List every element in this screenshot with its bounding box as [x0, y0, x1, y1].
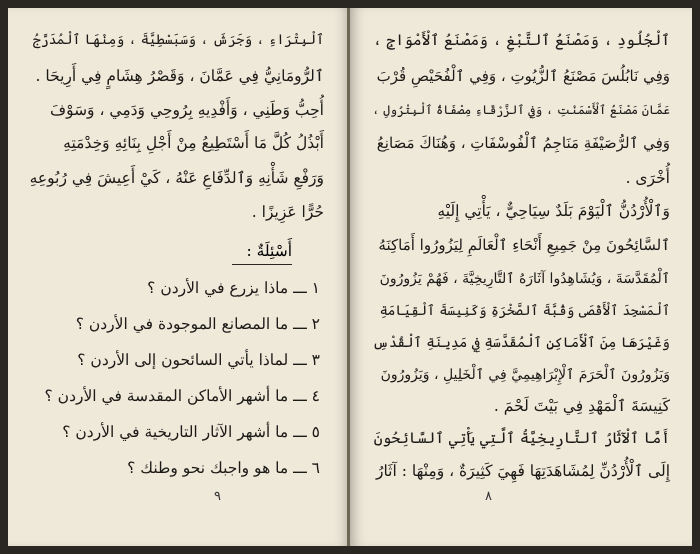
question-item: ١ ـــ ماذا يزرع في الأردن ؟	[147, 279, 320, 297]
text-line: وَٱلْأُرْدُنُّ ٱلْيَوْمَ بَلَدٌ سِيَاحِيٌّ ، يَأْتِي إِلَيْهِ	[437, 202, 670, 220]
text-line: كَنِيسَةَ ٱلْمَهْدِ فِي بَيْتَ لَحْمَ .	[493, 397, 670, 415]
text-line: ٱلْبِتْرَاءِ ، وَجَرَشَ ، وَسَبَسْطِيَّةَ ، وَمِنْهَا ٱلْمُدَرَّجُ	[32, 32, 324, 48]
text-line: ٱلرُّومَانِيُّ فِي عَمَّانَ ، وَقَصْرُ هِشَامٍ فِي أَرِيحَا .	[35, 67, 324, 85]
text-line: وَرَفْعِ شَأْنِهِ وَٱلدِّفَاعِ عَنْهُ ، كَيْ أَعِيشَ فِي رُبُوعِهِ	[29, 169, 324, 187]
heading-underline	[232, 264, 292, 265]
question-item: ٦ ـــ ما هو واجبك نحو وطنك ؟	[127, 459, 320, 477]
text-line: ٱلْمَسْجِدَ ٱلْأَقْصَى وَقُبَّةَ ٱلصَّخْرَةِ وَكَنِيسَةَ ٱلْقِيَامَةِ	[379, 303, 670, 319]
open-book	[8, 8, 692, 546]
left-page	[8, 8, 350, 546]
text-line: إِلَى ٱلْأُرْدُنِّ لِمُشَاهَدَتِهَا فَهِيَ كَثِيرَةٌ ، وَمِنْهَا : آثَارُ	[375, 462, 670, 480]
question-item: ٤ ـــ ما أشهر الأماكن المقدسة في الأردن ؟	[44, 387, 320, 405]
text-line: وَيَزُورُونَ ٱلْحَرَمَ ٱلْإِبْرَاهِيمِيَّ فِي ٱلْخَلِيلِ ، وَيَزُورُونَ	[380, 367, 670, 383]
text-line: أُخْرَى .	[625, 169, 670, 187]
text-line: أُحِبُّ وَطَنِي ، وَأَفْدِيهِ بِرُوحِي وَدَمِي ، وَسَوْفَ	[50, 101, 324, 119]
text-line: وَفِي نَابُلُسَ مَصْنَعُ ٱلزُّيُوتِ ، وَفِي ٱلْفُحَيْصِ قُرْبَ	[376, 67, 670, 85]
text-line: ٱلسَّائِحُونَ مِنْ جَمِيعِ أَنْحَاءِ ٱلْعَالَمِ لِيَزُورُوا أَمَاكِنَهُ	[378, 236, 670, 254]
text-line: وَفِي ٱلرُّصَيْفَةِ مَنَاجِمُ ٱلْفُوسْفَاتِ ، وَهُنَاكَ مَصَانِعُ	[376, 134, 670, 152]
text-line: عَمَّانَ مَصْنَعُ ٱلْأَسْمَنْتِ ، وَفِي ٱلزَّرْقَاءِ مِصْفَاةُ ٱلْبِتْرُولِ ،	[372, 103, 670, 117]
right-page	[350, 8, 692, 546]
text-line: وَغَيْرَهَا مِنَ ٱلْأَمَاكِنِ ٱلْمُقَدَّسَةِ فِي مَدِينَةِ ٱلْقُدْسِ	[372, 335, 670, 351]
question-item: ٢ ـــ ما المصانع الموجودة في الأردن ؟	[75, 315, 320, 333]
questions-heading: أَسْئِلَةٌ :	[246, 242, 292, 260]
text-line: ٱلْمُقَدَّسَةَ ، وَيُشَاهِدُوا آثَارَهُ ٱلتَّارِيخِيَّةَ ، فَهُمْ يَزُورُونَ	[379, 271, 670, 287]
text-line: أَبْذُلُ كُلَّ مَا أَسْتَطِيعُ مِنْ أَجْلِ بِنَائِهِ وَخِدْمَتِهِ	[63, 134, 324, 152]
page-number: ٩	[214, 489, 221, 504]
question-item: ٣ ـــ لماذا يأتي السائحون إلى الأردن ؟	[77, 351, 320, 369]
page-number: ٨	[485, 489, 492, 504]
text-line: حُرًّا عَزِيزًا .	[251, 203, 324, 221]
question-item: ٥ ـــ ما أشهر الآثار التاريخية في الأردن ؟	[62, 423, 320, 441]
text-line: أَمَّا ٱلْآثَارُ ٱلتَّارِيخِيَّةُ ٱلَّتِي يَأْتِي ٱلسَّائِحُونَ	[373, 429, 670, 447]
text-line: ٱلْجُلُودِ ، وَمَصْنَعُ ٱلتَّبْغِ ، وَمَصْنَعُ ٱلْأَمْوَاجِ ،	[372, 31, 670, 49]
